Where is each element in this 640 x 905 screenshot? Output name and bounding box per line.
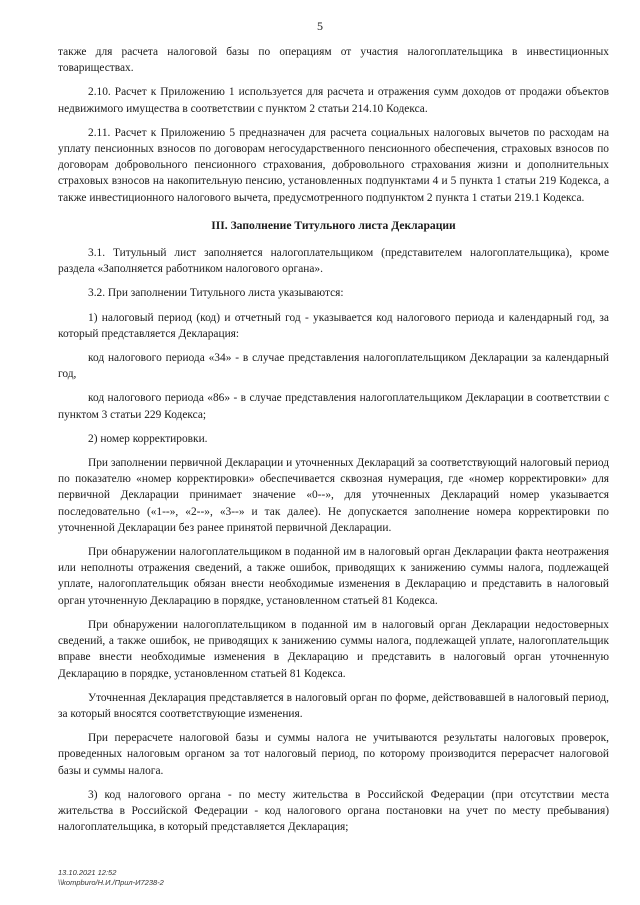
document-body <box>58 44 609 843</box>
document-footer <box>58 868 164 887</box>
paragraph-3-2: 3.2. При заполнении Титульного листа указываются: <box>88 287 344 300</box>
paragraph-recalculation: При перерасчете налоговой базы и суммы налога не учитываются результаты налоговых проверок, проведенных налоговым органом за тот налоговый период, по которому производится перерасчет налоговой базы и суммы налога. <box>58 732 609 777</box>
paragraph-2-10: 2.10. Расчет к Приложению 1 используется для расчета и отражения сумм доходов от продажи объектов недвижимого имущества в соответствии с пунктом 2 статьи 214.10 Кодекса. <box>58 86 609 115</box>
paragraph-item-3: 3) код налогового органа - по месту жительства в Российской Федерации (при отсутствии места жительства в Российской Федерации - код налогового органа постановки на учет по месту пребывания) налогоплательщика, в который представляется Декларация; <box>58 788 609 834</box>
paragraph-2-11: 2.11. Расчет к Приложению 5 предназначен для расчета социальных налоговых вычетов по расходам на уплату пенсионных взносов по договорам негосударственного пенсионного обеспечения, страховых взносов по договорам добровольного пенсионного страхования, добровольного страхования жизни и дополнительных страховых взносов на накопительную пенсию, установленных подпунктами 4 и 5 пункта 1 статьи 219 Кодекса, а также инвестиционного налогового вычета, предусмотренного подпунктом 2 пункта 1 статьи 219.1 Кодекса. <box>58 126 609 204</box>
paragraph-corrected-form: Уточненная Декларация представляется в налоговый орган по форме, действовавшей в налоговый период, за который вносятся соответствующие изменения. <box>58 691 609 720</box>
footer-date: 13.10.2021 12:52 <box>58 868 117 877</box>
footer-file-path: \\kompburo/Н.И./Прил-И7238-2 <box>58 877 164 887</box>
page-number: 5 <box>317 19 323 33</box>
paragraph-3-1: 3.1. Титульный лист заполняется налогоплательщиком (представителем налогоплательщика), кроме раздела «Заполняется работником налогового органа». <box>58 247 609 276</box>
paragraph-obligation-to-correct: При обнаружении налогоплательщиком в поданной им в налоговый орган Декларации факта неотражения или неполноты отражения сведений, а также ошибок, приводящих к занижению суммы налога, подлежащей уплате, налогоплательщик обязан внести необходимые изменения в Декларацию и представить в налоговый орган уточненную Декларацию в порядке, установленном статьей 81 Кодекса. <box>58 546 609 607</box>
paragraph-continuation: также для расчета налоговой базы по операциям от участия налогоплательщика в инвестиционных товариществах. <box>58 46 609 75</box>
paragraph-item-1: 1) налоговый период (код) и отчетный год - указывается код налогового периода и календарный год, за который представляется Декларация: <box>58 311 609 340</box>
section-heading: III. Заполнение Титульного листа Декларации <box>211 218 456 232</box>
paragraph-item-2: 2) номер корректировки. <box>88 432 208 445</box>
paragraph-right-to-correct: При обнаружении налогоплательщиком в поданной им в налоговый орган Декларации недостоверных сведений, а также ошибок, не приводящих к занижению суммы налога, подлежащей уплате, налогоплательщик вправе внести необходимые изменения в Декларацию и представить в налоговый орган уточненную Декларацию в порядке, установленном статьей 81 Кодекса. <box>58 618 609 680</box>
paragraph-code-86: код налогового периода «86» - в случае представления налогоплательщиком Декларации в соответствии с пунктом 3 статьи 229 Кодекса; <box>58 392 609 421</box>
paragraph-code-34: код налогового периода «34» - в случае представления налогоплательщиком Декларации за календарный год, <box>58 352 609 381</box>
paragraph-correction-numbering: При заполнении первичной Декларации и уточненных Деклараций за соответствующий налоговый период по показателю «номер корректировки» обеспечивается сквозная нумерация, где «номер корректировки» для первичной Декларации принимает значение «0--», для уточненных Деклараций номер указывается последовательно («1--», «2--», «3--» и так далее). Не допускается заполнение номера корректировки по уточненной Декларации без ранее принятой первичной Декларации. <box>58 457 609 534</box>
